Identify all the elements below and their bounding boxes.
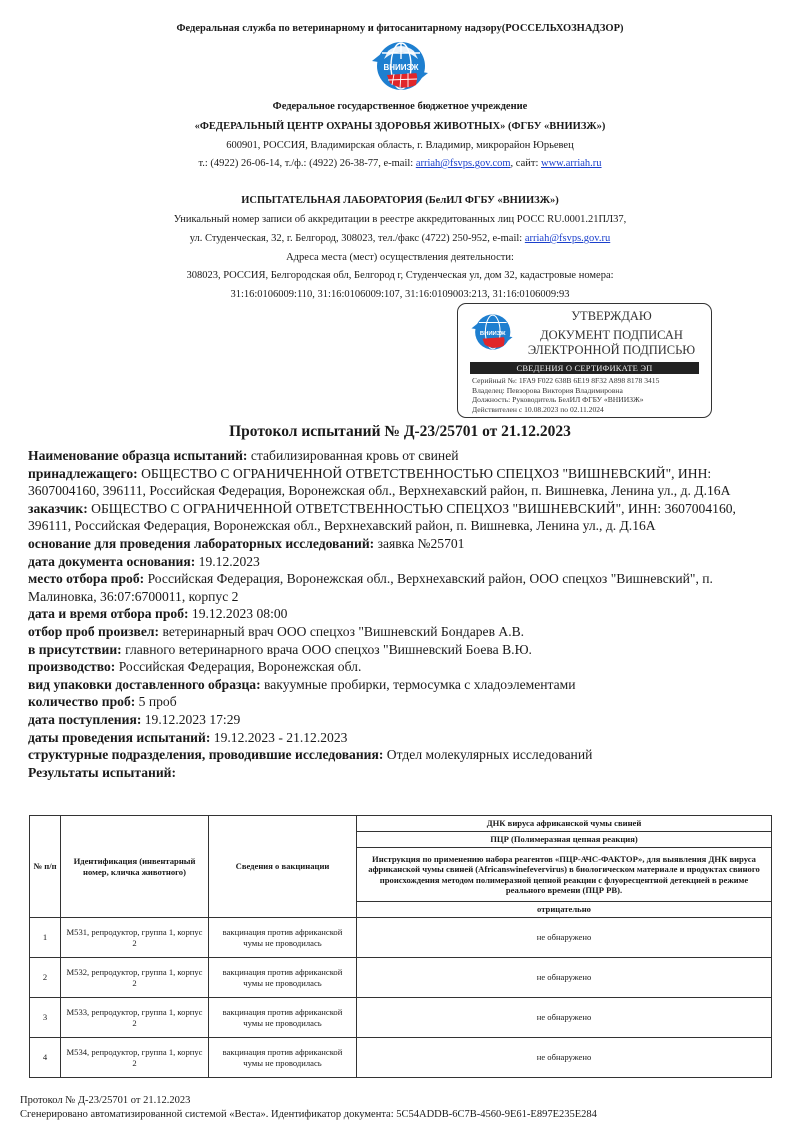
table-row <box>30 1038 772 1078</box>
header-method: ПЦР (Полимеразная цепная реакция) <box>357 832 772 848</box>
header-vaccination: Сведения о вакцинации <box>209 816 357 918</box>
institution-site-link[interactable]: www.arriah.ru <box>541 158 602 169</box>
row-num: 4 <box>30 1038 61 1078</box>
lab-address-text: ул. Студенческая, 32, г. Белгород, 308023, тел./факс (4722) 250-952, e-mail: <box>189 233 525 244</box>
field-sampling-datetime: дата и время отбора проб: 19.12.2023 08:00 <box>28 606 288 622</box>
institution-contacts <box>0 158 800 169</box>
lab-email-link[interactable]: arriah@fsvps.gov.ru <box>524 233 611 244</box>
row-result: не обнаружено <box>357 918 772 958</box>
protocol-fields <box>28 447 780 781</box>
lab-accreditation: Уникальный номер записи об аккредитации в реестре аккредитованных лиц РОСС RU.0001.21ПЛ37, <box>173 214 627 225</box>
stamp-signed: ДОКУМЕНТ ПОДПИСАН <box>540 328 683 342</box>
field-owner: принадлежащего: ОБЩЕСТВО С ОГРАНИЧЕННОЙ ОТВЕТСТВЕННОСТЬЮ СПЕЦХОЗ "ВИШНЕВСКИЙ", ИНН: 3607004160, 396111, Российская Федерация, Воронежская обл., Верхнехавский район, п. Вишневка, Ленина ул., д. Д.16А <box>28 465 731 499</box>
header-target: ДНК вируса африканской чумы свиней <box>357 816 772 832</box>
lab-cadastral-numbers: 31:16:0106009:110, 31:16:0106009:107, 31:16:0109003:213, 31:16:0106009:93 <box>230 289 570 300</box>
footer-generated-by: Сгенерировано автоматизированной системой «Веста». Идентификатор документа: 5C54ADDB-6C7B-4560-9E61-E897E235E284 <box>20 1109 597 1120</box>
row-vaccination: вакцинация против африканской чумы не проводилась <box>209 1038 357 1078</box>
field-received-date: дата поступления: 19.12.2023 17:29 <box>28 711 241 727</box>
field-departments: структурные подразделения, проводившие исследования: Отдел молекулярных исследований <box>28 747 593 763</box>
header-instruction: Инструкция по применению набора реагентов «ПЦР-АЧС-ФАКТОР», для выявления ДНК вируса африканской чумы свиней (Africanswinefevervirus) в биологическом материале и продуктах свиного происхождения методом полимеразной цепной реакции с флуоресцентной детекцией в режиме реального времени (ПЦР РВ). <box>357 848 772 902</box>
row-identification: M531, репродуктор, группа 1, корпус 2 <box>61 918 209 958</box>
table-row <box>30 998 772 1038</box>
stamp-cert-info <box>472 376 659 414</box>
header-norm: отрицательно <box>357 902 772 918</box>
row-result: не обнаружено <box>357 958 772 998</box>
field-test-dates: даты проведения испытаний: 19.12.2023 - 21.12.2023 <box>28 729 348 745</box>
stamp-electronic: ЭЛЕКТРОННОЙ ПОДПИСЬЮ <box>527 343 696 357</box>
svg-text:ВНИИЗЖ: ВНИИЗЖ <box>479 330 506 337</box>
stamp-position: Должность: Руководитель БелИЛ ФГБУ «ВНИИЗЖ» <box>472 395 644 404</box>
stamp-logo-icon <box>470 312 514 352</box>
row-result: не обнаружено <box>357 998 772 1038</box>
vniizzh-logo-icon <box>370 39 430 93</box>
row-identification: M533, репродуктор, группа 1, корпус 2 <box>61 998 209 1038</box>
results-heading: Результаты испытаний: <box>28 764 177 780</box>
lab-address <box>0 233 800 244</box>
page-footer <box>20 1094 597 1122</box>
protocol-title: Протокол испытаний № Д-23/25701 от 21.12.2023 <box>229 423 571 440</box>
field-basis: основание для проведения лабораторных исследований: заявка №25701 <box>28 535 465 551</box>
field-basis-date: дата документа основания: 19.12.2023 <box>28 553 260 569</box>
agency-name: Федеральная служба по ветеринарному и фитосанитарному надзору(РОССЕЛЬХОЗНАДЗОР) <box>176 23 624 34</box>
stamp-owner: Владелец: Певзорова Виктория Владимировна <box>472 385 623 395</box>
row-identification: M534, репродуктор, группа 1, корпус 2 <box>61 1038 209 1078</box>
row-identification: M532, репродуктор, группа 1, корпус 2 <box>61 958 209 998</box>
field-packaging: вид упаковки доставленного образца: вакуумные пробирки, термосумка с хладоэлементами <box>28 676 576 692</box>
contacts-text: т.: (4922) 26-06-14, т./ф.: (4922) 26-38-77, e-mail: <box>198 158 416 169</box>
header-identification: Идентификация (инвентарный номер, кличка животного) <box>61 816 209 918</box>
header-num: № п/п <box>30 816 61 918</box>
svg-text:ВНИИЗЖ: ВНИИЗЖ <box>383 63 419 72</box>
row-result: не обнаружено <box>357 1038 772 1078</box>
table-row <box>30 918 772 958</box>
field-sampled-by: отбор проб произвел: ветеринарный врач ООО спецхоз "Вишневский Бондарев А.В. <box>28 623 525 639</box>
institution-name: «ФЕДЕРАЛЬНЫЙ ЦЕНТР ОХРАНЫ ЗДОРОВЬЯ ЖИВОТНЫХ» (ФГБУ «ВНИИЗЖ») <box>194 121 606 132</box>
footer-protocol-ref: Протокол № Д-23/25701 от 21.12.2023 <box>20 1095 191 1106</box>
stamp-approve: УТВЕРЖДАЮ <box>571 309 652 323</box>
row-vaccination: вакцинация против африканской чумы не проводилась <box>209 998 357 1038</box>
field-sample-count: количество проб: 5 проб <box>28 694 177 710</box>
stamp-cert-bar: СВЕДЕНИЯ О СЕРТИФИКАТЕ ЭП <box>470 362 699 374</box>
field-production: производство: Российская Федерация, Воронежская обл. <box>28 659 362 675</box>
row-num: 1 <box>30 918 61 958</box>
lab-activity-label: Адреса места (мест) осуществления деятельности: <box>286 252 514 263</box>
row-vaccination: вакцинация против африканской чумы не проводилась <box>209 958 357 998</box>
field-customer: заказчик: ОБЩЕСТВО С ОГРАНИЧЕННОЙ ОТВЕТСТВЕННОСТЬЮ СПЕЦХОЗ "ВИШНЕВСКИЙ", ИНН: 3607004160, 396111, Российская Федерация, Воронежская обл., Верхнехавский район, п. Вишневка, Ленина ул., д. Д.16А <box>28 500 736 534</box>
row-num: 3 <box>30 998 61 1038</box>
institution-email-link[interactable]: arriah@fsvps.gov.com <box>415 158 511 169</box>
results-table <box>29 815 772 1078</box>
site-prefix: , сайт: <box>510 158 541 169</box>
e-signature-stamp <box>457 303 712 418</box>
row-num: 2 <box>30 958 61 998</box>
lab-activity-address: 308023, РОССИЯ, Белгородская обл, Белгород г, Студенческая ул, дом 32, кадастровые номера: <box>186 270 614 281</box>
row-vaccination: вакцинация против африканской чумы не проводилась <box>209 918 357 958</box>
field-in-presence: в присутствии: главного ветеринарного врача ООО спецхоз "Вишневский Боева В.Ю. <box>28 641 532 657</box>
stamp-validity: Действителен с 10.08.2023 по 02.11.2024 <box>472 404 604 414</box>
institution-type: Федеральное государственное бюджетное учреждение <box>272 101 528 112</box>
stamp-serial: Серийный №: 1FA9 F022 638B 6E19 8F32 A898 8178 3415 <box>472 376 660 385</box>
table-row <box>30 958 772 998</box>
institution-address: 600901, РОССИЯ, Владимирская область, г. Владимир, микрорайон Юрьевец <box>226 140 574 151</box>
lab-name: ИСПЫТАТЕЛЬНАЯ ЛАБОРАТОРИЯ (БелИЛ ФГБУ «ВНИИЗЖ») <box>241 195 559 206</box>
field-sampling-place: место отбора проб: Российская Федерация, Воронежская обл., Верхнехавский район, ООО спецхоз "Вишневский", п. Малиновка, 36:07:6700011, корпус 2 <box>28 571 713 604</box>
field-sample-name: Наименование образца испытаний: стабилизированная кровь от свиней <box>28 448 459 463</box>
